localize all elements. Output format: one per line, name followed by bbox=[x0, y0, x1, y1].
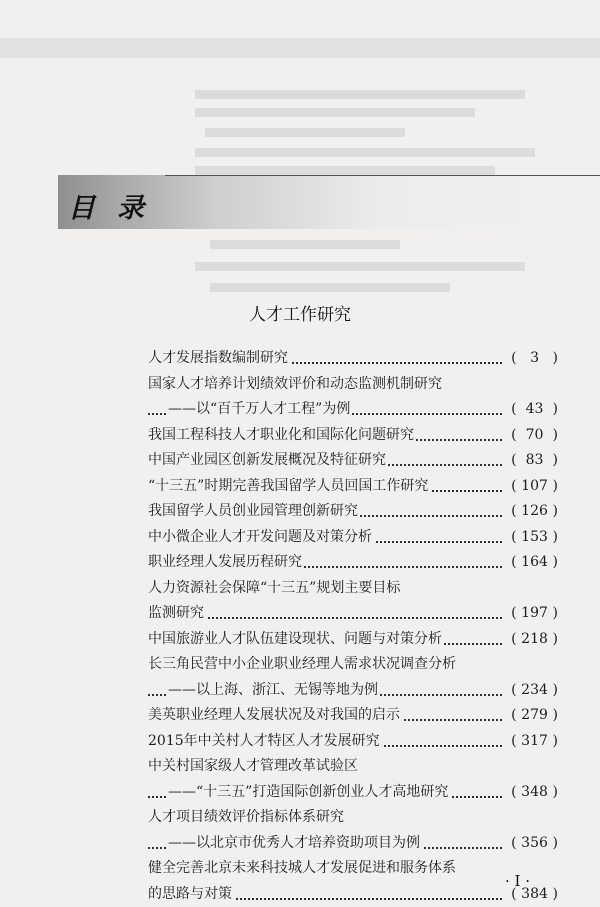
page-number-value: 348 bbox=[517, 780, 553, 806]
toc-entry-title: 美英职业经理人发展状况及对我国的启示 bbox=[148, 703, 402, 729]
toc-entry[interactable] bbox=[148, 474, 558, 500]
toc-entry[interactable] bbox=[148, 601, 558, 627]
toc-entry-title: 中国产业园区创新发展概况及特征研究 bbox=[148, 448, 388, 474]
toc-entry-title: 人力资源社会保障“十三五”规划主要目标 bbox=[148, 576, 402, 602]
toc-entry[interactable] bbox=[148, 525, 558, 551]
page-number-value: 279 bbox=[517, 703, 553, 729]
page-number-value: 83 bbox=[517, 448, 553, 474]
toc-entry[interactable] bbox=[148, 754, 558, 780]
toc-entry[interactable] bbox=[148, 346, 558, 372]
page-number-value: 234 bbox=[517, 678, 553, 704]
toc-entry[interactable] bbox=[148, 423, 558, 449]
toc-entry[interactable] bbox=[148, 499, 558, 525]
toc-entry-page: ( 197 ) bbox=[502, 601, 558, 627]
toc-entry-title: ——“十三五”打造国际创新创业人才高地研究 bbox=[168, 780, 450, 806]
toc-entry[interactable] bbox=[148, 576, 558, 602]
toc-entry-title: 长三角民营中小企业职业经理人需求状况调查分析 bbox=[148, 652, 458, 678]
page-number-value: 197 bbox=[517, 601, 553, 627]
toc-entry[interactable] bbox=[148, 372, 558, 398]
toc-entry-title: 的思路与对策 bbox=[148, 882, 234, 907]
toc-entry-page: ( 126 ) bbox=[502, 499, 558, 525]
toc-entry-title: ——以北京市优秀人才培养资助项目为例 bbox=[168, 831, 422, 857]
page-number-value: 43 bbox=[517, 397, 553, 423]
toc-entry-page: ( 107 ) bbox=[502, 474, 558, 500]
toc-entry[interactable] bbox=[148, 805, 558, 831]
toc-entry[interactable] bbox=[148, 448, 558, 474]
toc-entry[interactable] bbox=[148, 550, 558, 576]
page-number-value: 356 bbox=[517, 831, 553, 857]
toc-entry-title: 我国工程科技人才职业化和国际化问题研究 bbox=[148, 423, 416, 449]
toc-entry-title: 人才发展指数编制研究 bbox=[148, 346, 290, 372]
toc-entry-title: ——以“百千万人才工程”为例 bbox=[168, 397, 352, 423]
toc-entry[interactable] bbox=[148, 652, 558, 678]
toc-entry-page: ( 384 ) bbox=[502, 882, 558, 907]
toc-entry-title: 中关村国家级人才管理改革试验区 bbox=[148, 754, 360, 780]
page-number-value: 3 bbox=[517, 346, 553, 372]
show-through-header-band bbox=[0, 38, 600, 58]
toc-entry-title: 国家人才培养计划绩效评价和动态监测机制研究 bbox=[148, 372, 444, 398]
toc-entry[interactable] bbox=[148, 780, 558, 806]
toc-entry-title: 中国旅游业人才队伍建设现状、问题与对策分析 bbox=[148, 627, 444, 653]
page-number-value: 164 bbox=[517, 550, 553, 576]
banner-rule bbox=[165, 175, 600, 176]
toc-entry-page: ( 83 ) bbox=[502, 448, 558, 474]
page-number-value: 70 bbox=[517, 423, 553, 449]
page-number-value: 384 bbox=[517, 882, 553, 907]
page-number-value: 153 bbox=[517, 525, 553, 551]
toc-entry-title: “十三五”时期完善我国留学人员回国工作研究 bbox=[148, 474, 430, 500]
toc-entry-title: 监测研究 bbox=[148, 601, 206, 627]
toc-entry-page: ( 70 ) bbox=[502, 423, 558, 449]
page-number: · I · bbox=[505, 872, 530, 890]
toc-entry[interactable] bbox=[148, 397, 558, 423]
toc-entry-page: ( 218 ) bbox=[502, 627, 558, 653]
toc-entry-page: ( 279 ) bbox=[502, 703, 558, 729]
toc-entry[interactable] bbox=[148, 831, 558, 857]
toc-entry-page: ( 356 ) bbox=[502, 831, 558, 857]
page-number-value: 107 bbox=[517, 474, 553, 500]
toc-entry-page: ( 234 ) bbox=[502, 678, 558, 704]
section-title: 人才工作研究 bbox=[0, 300, 600, 325]
toc-entry-page: ( 3 ) bbox=[502, 346, 558, 372]
toc-entry[interactable] bbox=[148, 703, 558, 729]
toc-entry-page: ( 317 ) bbox=[502, 729, 558, 755]
toc-entry-page: ( 348 ) bbox=[502, 780, 558, 806]
toc-entry-title: 人才项目绩效评价指标体系研究 bbox=[148, 805, 346, 831]
toc-entry-title: ——以上海、浙江、无锡等地为例 bbox=[168, 678, 380, 704]
toc-entry[interactable] bbox=[148, 627, 558, 653]
contents-title: 目录 bbox=[68, 186, 166, 225]
toc-entry-title: 中小微企业人才开发问题及对策分析 bbox=[148, 525, 374, 551]
toc-entry-title: 我国留学人员创业园管理创新研究 bbox=[148, 499, 360, 525]
toc-entry[interactable] bbox=[148, 729, 558, 755]
toc-entry[interactable] bbox=[148, 856, 558, 882]
toc-entry-page: ( 164 ) bbox=[502, 550, 558, 576]
page-number-value: 126 bbox=[517, 499, 553, 525]
toc-entry-title: 2015年中关村人才特区人才发展研究 bbox=[148, 729, 382, 755]
table-of-contents bbox=[148, 346, 558, 907]
toc-entry[interactable] bbox=[148, 678, 558, 704]
page-number-value: 317 bbox=[517, 729, 553, 755]
toc-entry-page: ( 43 ) bbox=[502, 397, 558, 423]
toc-entry-page: ( 153 ) bbox=[502, 525, 558, 551]
page-number-value: 218 bbox=[517, 627, 553, 653]
toc-entry-title: 健全完善北京未来科技城人才发展促进和服务体系 bbox=[148, 856, 458, 882]
toc-entry-title: 职业经理人发展历程研究 bbox=[148, 550, 304, 576]
toc-entry[interactable] bbox=[148, 882, 558, 907]
